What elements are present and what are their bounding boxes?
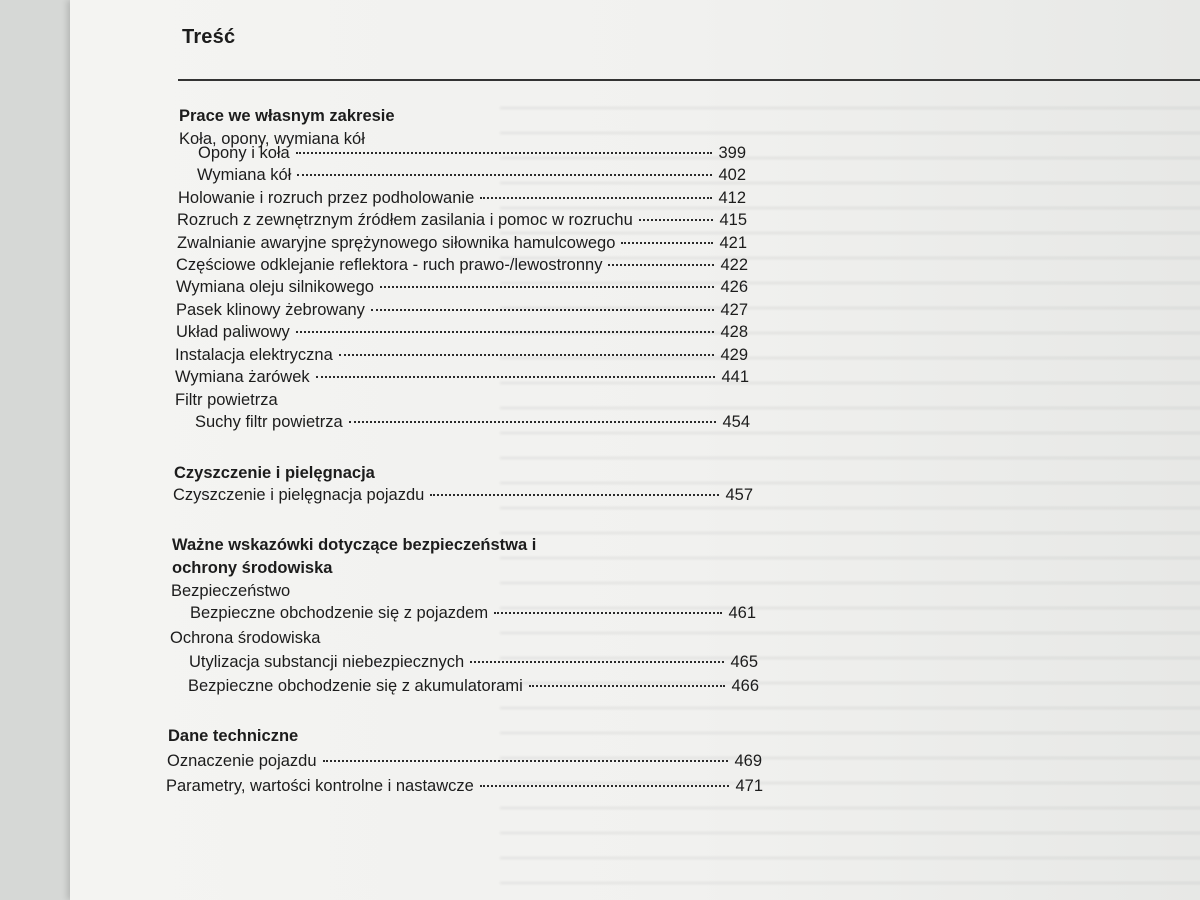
page-title: Treść — [182, 26, 236, 48]
toc-entry: Wymiana żarówek 441 — [175, 368, 749, 386]
toc-entry: Czyszczenie i pielęgnacja pojazdu 457 — [173, 486, 753, 504]
toc-entry: Oznaczenie pojazdu 469 — [167, 752, 762, 770]
toc-entry: Opony i koła 399 — [198, 144, 746, 162]
toc-entry: Instalacja elektryczna 429 — [175, 346, 748, 364]
toc-entry: Suchy filtr powietrza 454 — [195, 413, 750, 431]
toc-entry: Ochrona środowiska — [170, 629, 321, 647]
section-heading: Dane techniczne — [168, 727, 299, 745]
section-heading: Prace we własnym zakresie — [179, 107, 395, 125]
table-of-contents — [70, 0, 1200, 900]
section-heading: ochrony środowiska — [172, 559, 333, 577]
toc-entry: Wymiana kół 402 — [197, 166, 746, 184]
toc-entry: Bezpieczeństwo — [171, 582, 291, 600]
manual-page — [70, 0, 1200, 900]
toc-entry: Zwalnianie awaryjne sprężynowego siłownika hamulcowego 421 — [177, 234, 747, 252]
toc-entry: Częściowe odklejanie reflektora - ruch prawo-/lewostronny 422 — [176, 256, 748, 274]
toc-entry: Pasek klinowy żebrowany 427 — [176, 301, 748, 319]
section-heading: Ważne wskazówki dotyczące bezpieczeństwa i — [172, 536, 537, 554]
toc-entry: Bezpieczne obchodzenie się z akumulatorami 466 — [188, 677, 759, 695]
toc-entry: Bezpieczne obchodzenie się z pojazdem 461 — [190, 604, 756, 622]
toc-entry: Utylizacja substancji niebezpiecznych 465 — [189, 653, 758, 671]
toc-entry: Układ paliwowy 428 — [176, 323, 748, 341]
toc-entry: Parametry, wartości kontrolne i nastawcze 471 — [166, 777, 763, 795]
toc-entry: Filtr powietrza — [175, 391, 278, 409]
section-heading: Czyszczenie i pielęgnacja — [174, 464, 375, 482]
toc-entry: Rozruch z zewnętrznym źródłem zasilania i pomoc w rozruchu 415 — [177, 211, 747, 229]
toc-entry: Koła, opony, wymiana kół — [179, 130, 365, 148]
toc-entry: Wymiana oleju silnikowego 426 — [176, 278, 748, 296]
toc-entry: Holowanie i rozruch przez podholowanie 412 — [178, 189, 746, 207]
